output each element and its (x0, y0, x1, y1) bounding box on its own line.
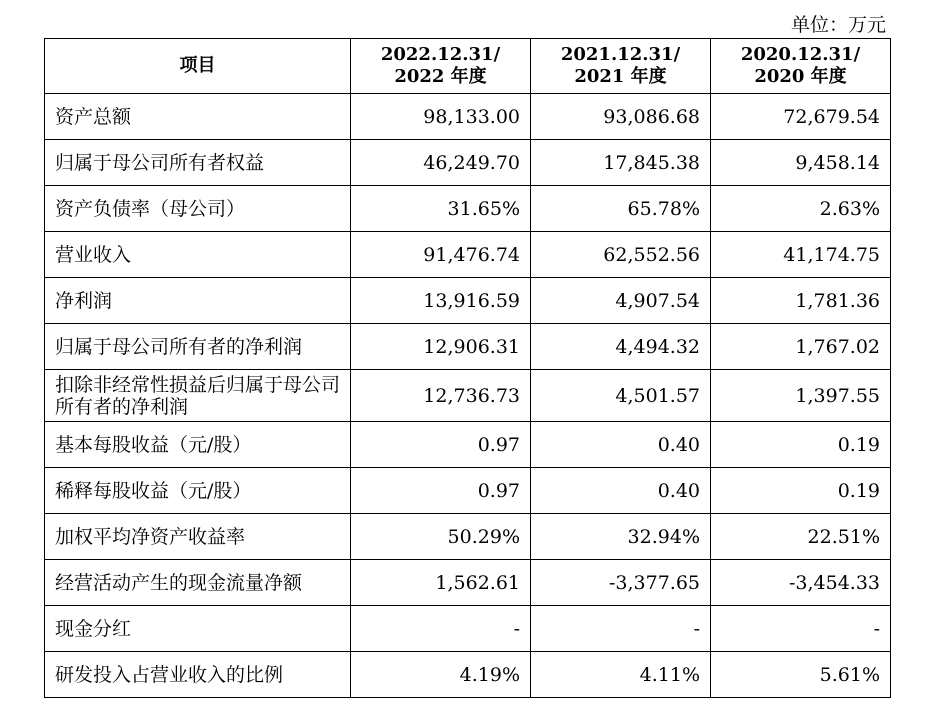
row-label: 归属于母公司所有者的净利润 (45, 324, 351, 370)
value-2021: 4,501.57 (531, 370, 711, 422)
table-header-row (45, 39, 891, 94)
value-2021: -3,377.65 (531, 560, 711, 606)
header-2020: 2020.12.31/ 2020 年度 (711, 39, 891, 94)
row-label: 资产总额 (45, 94, 351, 140)
value-2020: 2.63% (711, 186, 891, 232)
value-2021: 0.40 (531, 468, 711, 514)
value-2020: - (711, 606, 891, 652)
table-row (45, 560, 891, 606)
table-row (45, 514, 891, 560)
value-2022: 4.19% (351, 652, 531, 698)
value-2020: -3,454.33 (711, 560, 891, 606)
table-row (45, 186, 891, 232)
table-row (45, 232, 891, 278)
value-2020: 1,397.55 (711, 370, 891, 422)
value-2020: 0.19 (711, 468, 891, 514)
row-label: 加权平均净资产收益率 (45, 514, 351, 560)
value-2021: 32.94% (531, 514, 711, 560)
value-2021: 4,494.32 (531, 324, 711, 370)
financial-data-table (44, 38, 891, 698)
value-2022: 1,562.61 (351, 560, 531, 606)
header-2021: 2021.12.31/ 2021 年度 (531, 39, 711, 94)
table-row (45, 422, 891, 468)
value-2022: 0.97 (351, 468, 531, 514)
value-2021: 4.11% (531, 652, 711, 698)
row-label: 研发投入占营业收入的比例 (45, 652, 351, 698)
header-item: 项目 (45, 39, 351, 94)
row-label: 基本每股收益（元/股） (45, 422, 351, 468)
value-2022: 13,916.59 (351, 278, 531, 324)
value-2020: 1,767.02 (711, 324, 891, 370)
row-label: 营业收入 (45, 232, 351, 278)
value-2021: 93,086.68 (531, 94, 711, 140)
value-2021: 65.78% (531, 186, 711, 232)
table-row (45, 278, 891, 324)
value-2021: 4,907.54 (531, 278, 711, 324)
value-2021: 62,552.56 (531, 232, 711, 278)
value-2022: 98,133.00 (351, 94, 531, 140)
table-row (45, 94, 891, 140)
table-row (45, 324, 891, 370)
table-row (45, 468, 891, 514)
value-2020: 9,458.14 (711, 140, 891, 186)
value-2020: 0.19 (711, 422, 891, 468)
value-2022: 46,249.70 (351, 140, 531, 186)
header-2022: 2022.12.31/ 2022 年度 (351, 39, 531, 94)
value-2020: 1,781.36 (711, 278, 891, 324)
value-2021: - (531, 606, 711, 652)
value-2022: 12,906.31 (351, 324, 531, 370)
table-row (45, 140, 891, 186)
value-2022: 31.65% (351, 186, 531, 232)
value-2022: - (351, 606, 531, 652)
value-2020: 41,174.75 (711, 232, 891, 278)
value-2022: 50.29% (351, 514, 531, 560)
value-2020: 72,679.54 (711, 94, 891, 140)
row-label: 归属于母公司所有者权益 (45, 140, 351, 186)
value-2021: 17,845.38 (531, 140, 711, 186)
row-label: 经营活动产生的现金流量净额 (45, 560, 351, 606)
table-row (45, 606, 891, 652)
row-label: 扣除非经常性损益后归属于母公司所有者的净利润 (45, 370, 351, 422)
row-label: 净利润 (45, 278, 351, 324)
value-2022: 0.97 (351, 422, 531, 468)
unit-label: 单位：万元 (790, 14, 886, 36)
row-label: 资产负债率（母公司） (45, 186, 351, 232)
value-2020: 5.61% (711, 652, 891, 698)
value-2022: 91,476.74 (351, 232, 531, 278)
row-label: 稀释每股收益（元/股） (45, 468, 351, 514)
row-label: 现金分红 (45, 606, 351, 652)
value-2021: 0.40 (531, 422, 711, 468)
value-2020: 22.51% (711, 514, 891, 560)
table-row (45, 370, 891, 422)
table-row (45, 652, 891, 698)
value-2022: 12,736.73 (351, 370, 531, 422)
